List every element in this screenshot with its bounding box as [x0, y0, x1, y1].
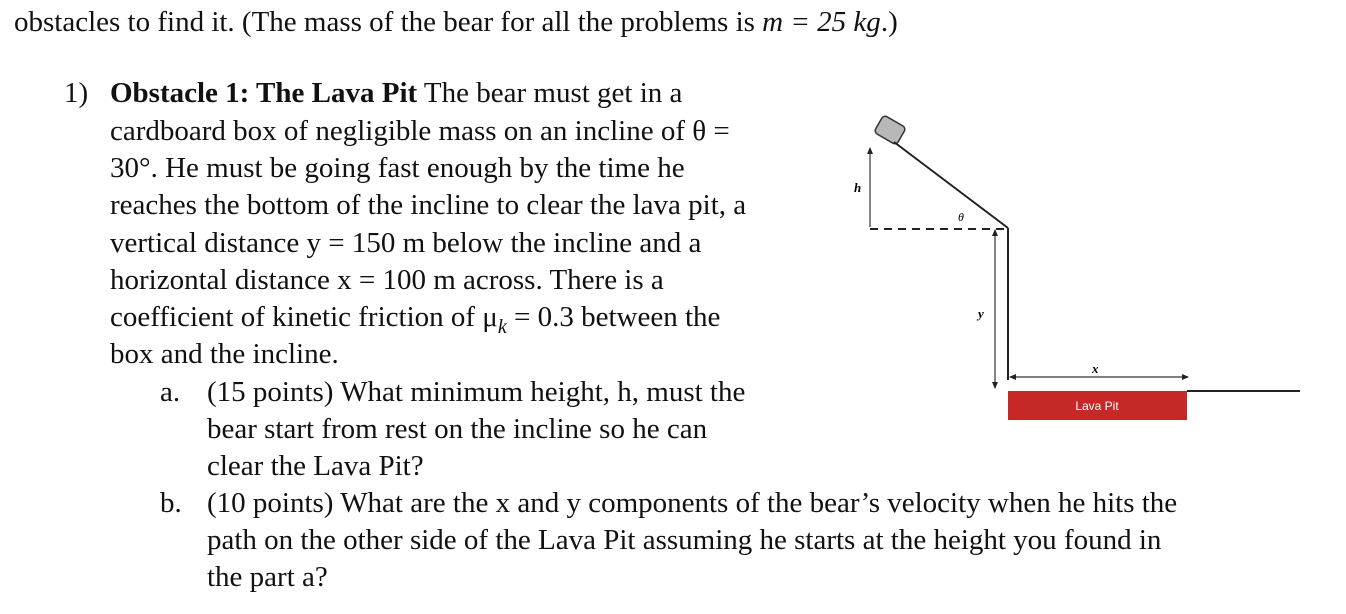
problem-title: Obstacle 1: The Lava Pit — [110, 77, 418, 109]
h-label: h — [854, 180, 862, 195]
friction-value: = 0.3 between the — [506, 301, 721, 333]
problem-line-6: horizontal distance x = 100 m across. There is a — [110, 264, 664, 296]
intro-end: .) — [880, 6, 898, 38]
lava-pit-diagram — [830, 100, 1330, 430]
problem-line-3: 30°. He must be going fast enough by the time he — [110, 152, 685, 184]
mass-value: m = 25 kg — [762, 6, 881, 38]
part-b-line-2: path on the other side of the Lava Pit assuming he starts at the height you found in — [207, 524, 1162, 556]
problem-line-4: reaches the bottom of the incline to clear the lava pit, a — [110, 189, 747, 221]
problem-line-1 — [110, 76, 682, 110]
part-a-line-2: bear start from rest on the incline so he can — [207, 413, 708, 445]
intro-text: obstacles to find it. (The mass of the bear for all the problems is — [14, 6, 763, 38]
friction-text: coefficient of kinetic friction of μ — [110, 301, 498, 333]
part-a-line-1: (15 points) What minimum height, h, must the — [207, 376, 746, 408]
x-label: x — [1092, 361, 1099, 376]
problem-text-1: The bear must get in a — [417, 77, 683, 109]
part-b-letter: b. — [160, 487, 182, 519]
intro-line — [14, 5, 898, 39]
friction-subscript: k — [497, 315, 507, 338]
part-a-letter: a. — [160, 376, 181, 408]
problem-line-8: box and the incline. — [110, 338, 339, 370]
problem-line-2: cardboard box of negligible mass on an incline of θ = — [110, 115, 730, 147]
part-b-line-1: (10 points) What are the x and y components of the bear’s velocity when he hits the — [207, 487, 1178, 519]
theta-label: θ — [958, 210, 964, 224]
y-label: y — [978, 306, 984, 321]
box — [874, 115, 907, 145]
problem-line-5: vertical distance y = 150 m below the incline and a — [110, 227, 702, 259]
part-b-line-3: the part a? — [207, 561, 328, 593]
problem-number: 1) — [64, 77, 89, 109]
lava-pit-label: Lava Pit — [1075, 399, 1119, 413]
incline — [894, 142, 1008, 228]
part-a-line-3: clear the Lava Pit? — [207, 450, 424, 482]
